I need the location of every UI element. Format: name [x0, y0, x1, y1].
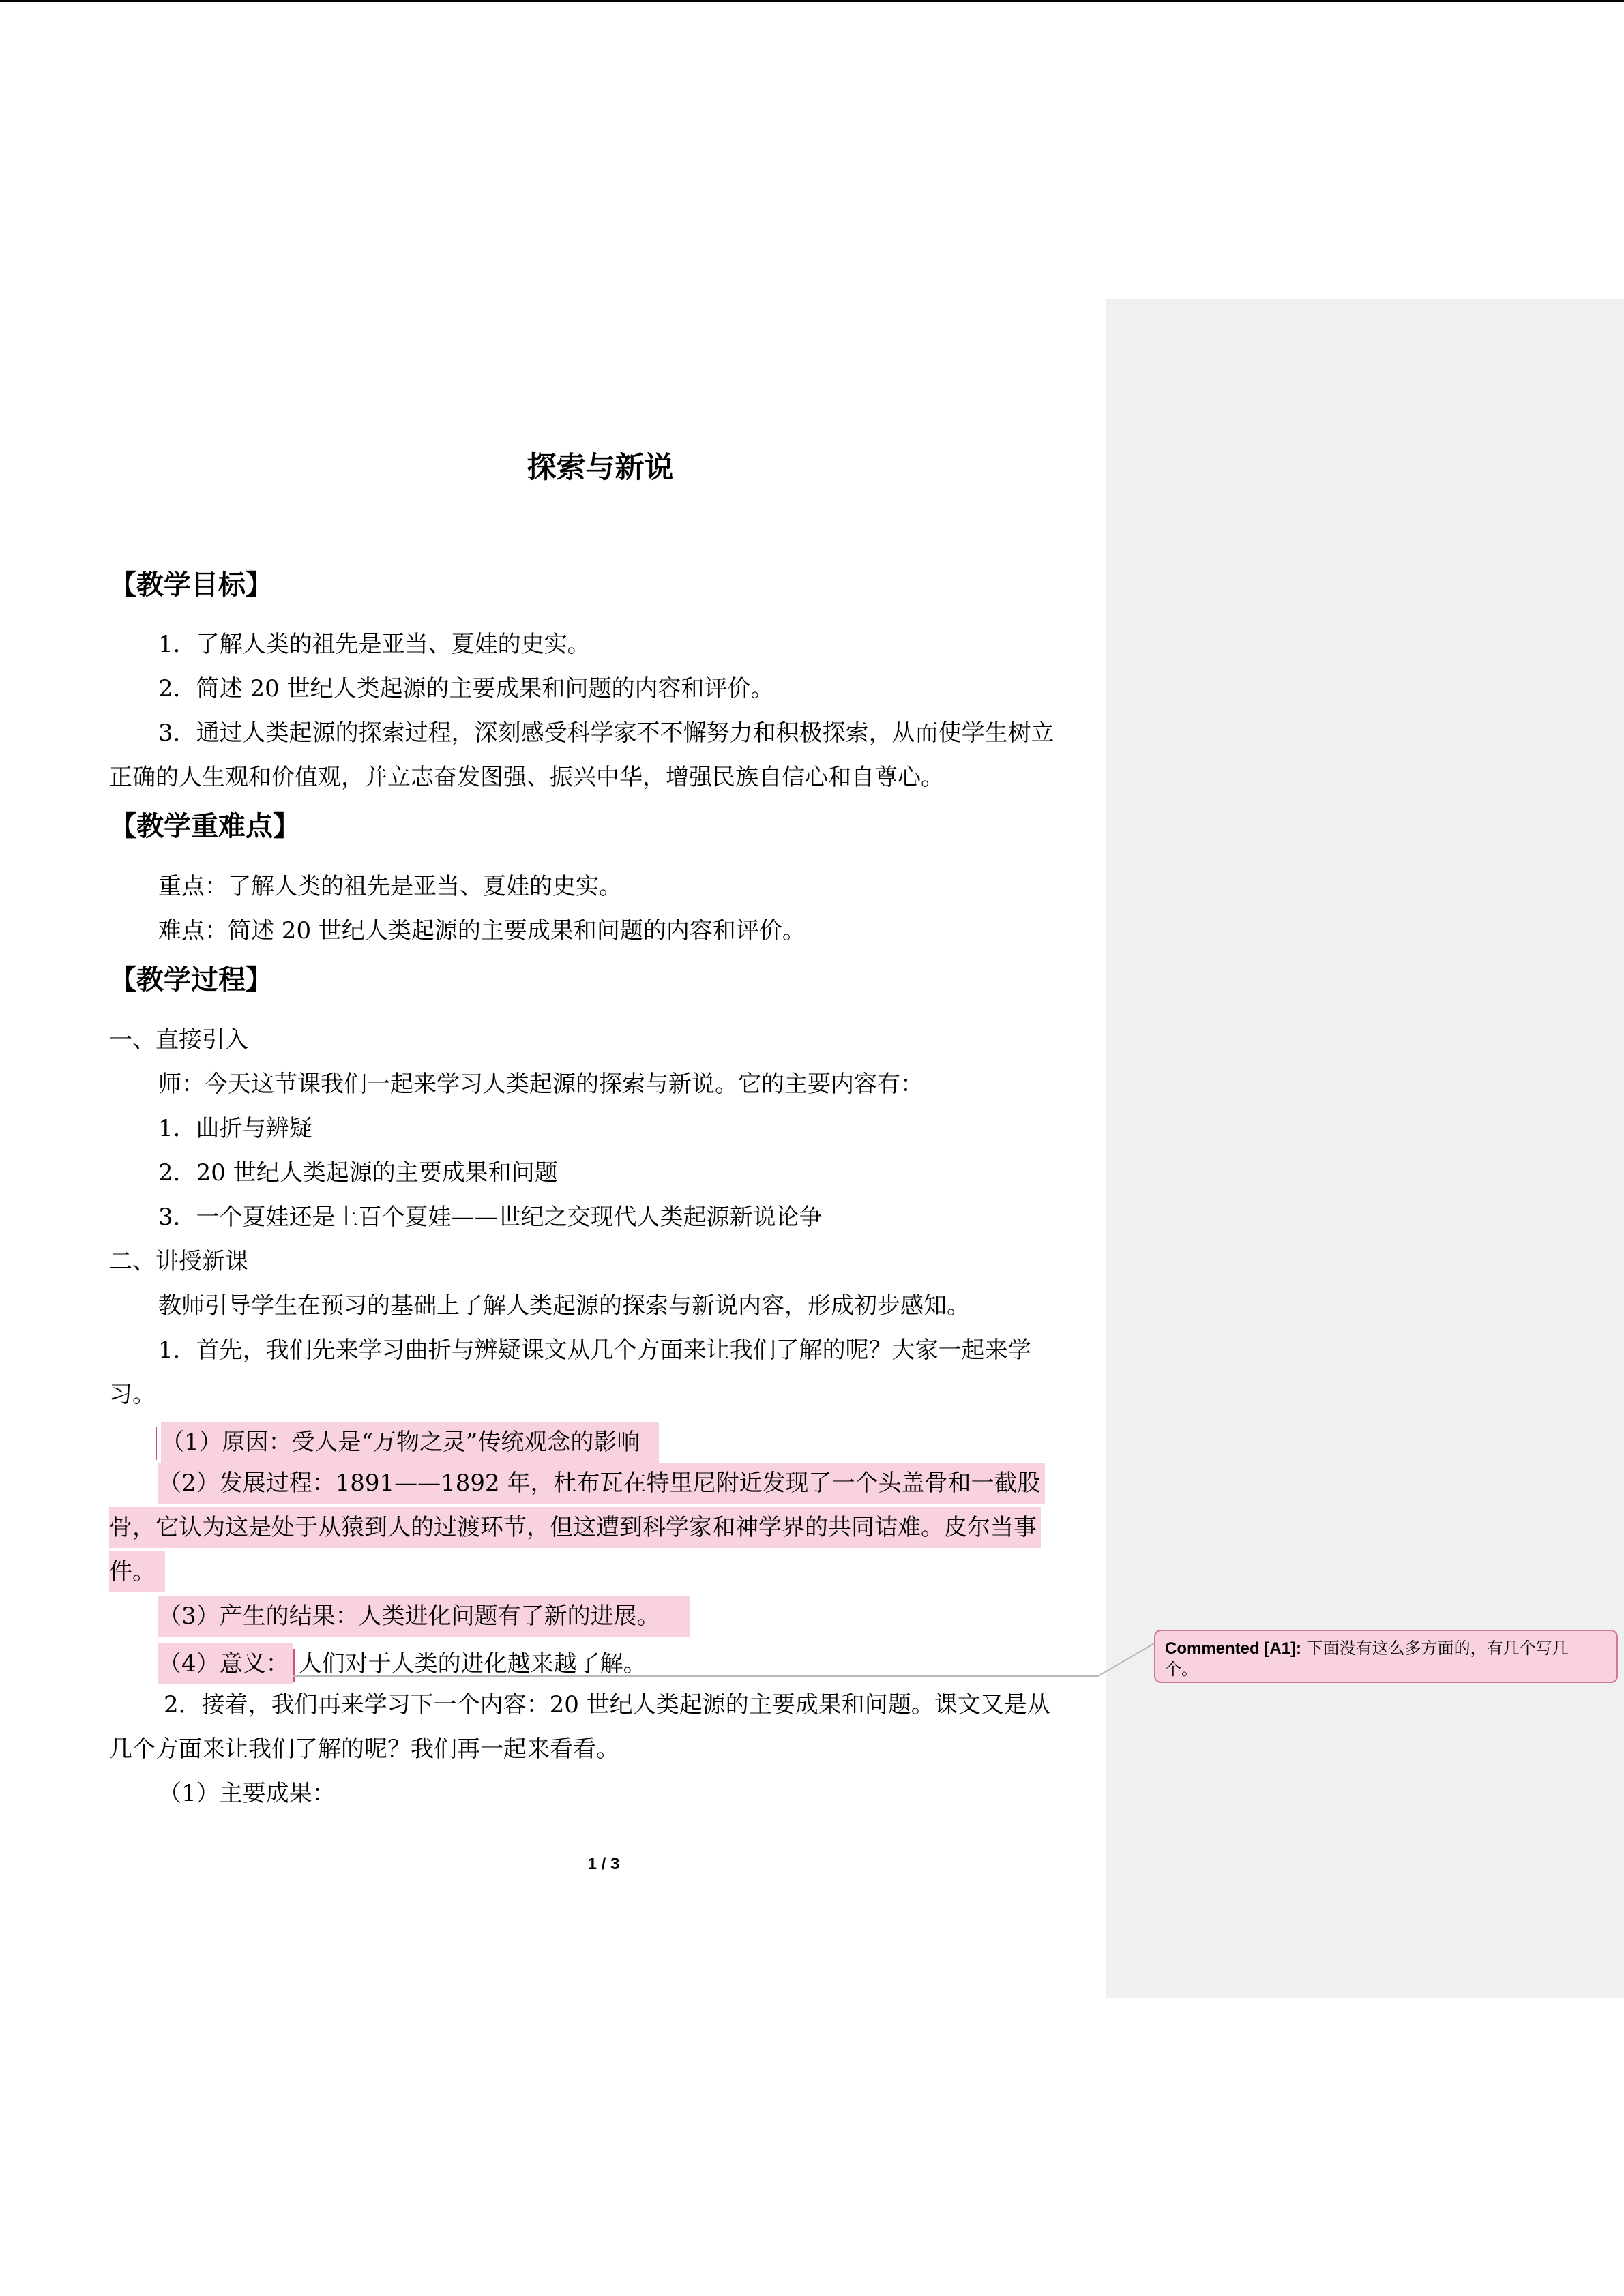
goal-line-1: 1．了解人类的祖先是亚当、夏娃的史实。 [158, 631, 591, 658]
content-item-3: 3．一个夏娃还是上百个夏娃——世纪之交现代人类起源新说论争 [158, 1204, 823, 1231]
document-title: 探索与新说 [527, 451, 674, 485]
page-number: 1 / 3 [587, 1855, 620, 1873]
key-point-line: 重点：了解人类的祖先是亚当、夏娃的史实。 [158, 873, 622, 900]
content-item-2: 2．20 世纪人类起源的主要成果和问题 [158, 1159, 558, 1187]
highlighted-text: 骨，它认为这是处于从猿到人的过渡环节，但这遭到科学家和神学界的共同诘难。皮尔当事 [109, 1507, 1041, 1548]
comment-balloon[interactable] [1154, 1630, 1618, 1683]
comment-text-1: 下面没有这么多方面的，有几个写几 [1306, 1639, 1569, 1658]
section-heading-key-points: 【教学重难点】 [109, 810, 300, 842]
goal-line-3a: 3．通过人类起源的探索过程，深刻感受科学家不不懈努力和积极探索，从而使学生树立 [158, 719, 1054, 747]
part-two-heading: 二、讲授新课 [109, 1248, 248, 1275]
teacher-intro-line: 师：今天这节课我们一起来学习人类起源的探索与新说。它的主要内容有： [158, 1071, 924, 1098]
goal-line-2: 2．简述 20 世纪人类起源的主要成果和问题的内容和评价。 [158, 675, 774, 702]
first-topic-line-b: 习。 [109, 1381, 156, 1408]
part-one-heading: 一、直接引入 [109, 1026, 248, 1054]
section-heading-process: 【教学过程】 [109, 964, 273, 996]
section-heading-goals: 【教学目标】 [109, 569, 273, 601]
highlighted-text: （3）产生的结果：人类进化问题有了新的进展。 [158, 1596, 690, 1637]
commented-anchor-text[interactable]: （4）意义： [158, 1643, 293, 1684]
second-topic-line-b: 几个方面来让我们了解的呢？我们再一起来看看。 [109, 1735, 619, 1763]
first-topic-line-a: 1．首先，我们先来学习曲折与辨疑课文从几个方面来让我们了解的呢？大家一起来学 [158, 1337, 1031, 1364]
goal-line-3b: 正确的人生观和价值观，并立志奋发图强、振兴中华，增强民族自信心和自尊心。 [109, 764, 944, 791]
highlighted-text: （1）原因：受人是“万物之灵”传统观念的影响 [161, 1422, 644, 1463]
comment-text-2: 个。 [1165, 1660, 1198, 1679]
highlighted-text: （2）发展过程：1891——1892 年，杜布瓦在特里尼附近发现了一个头盖骨和一截股 [158, 1463, 1045, 1504]
results-line: （1）主要成果： [158, 1780, 336, 1807]
difficult-point-line: 难点：简述 20 世纪人类起源的主要成果和问题的内容和评价。 [158, 917, 806, 944]
guide-line: 教师引导学生在预习的基础上了解人类起源的探索与新说内容，形成初步感知。 [158, 1292, 970, 1320]
content-item-1: 1．曲折与辨疑 [158, 1115, 312, 1142]
comment-author: Commented [A1]: [1165, 1639, 1302, 1658]
second-topic-line-a: 2．接着，我们再来学习下一个内容：20 世纪人类起源的主要成果和问题。课文又是从 [164, 1691, 1050, 1718]
highlighted-text: 件。 [109, 1551, 165, 1592]
line-text: 人们对于人类的进化越来越了解。 [298, 1650, 647, 1678]
